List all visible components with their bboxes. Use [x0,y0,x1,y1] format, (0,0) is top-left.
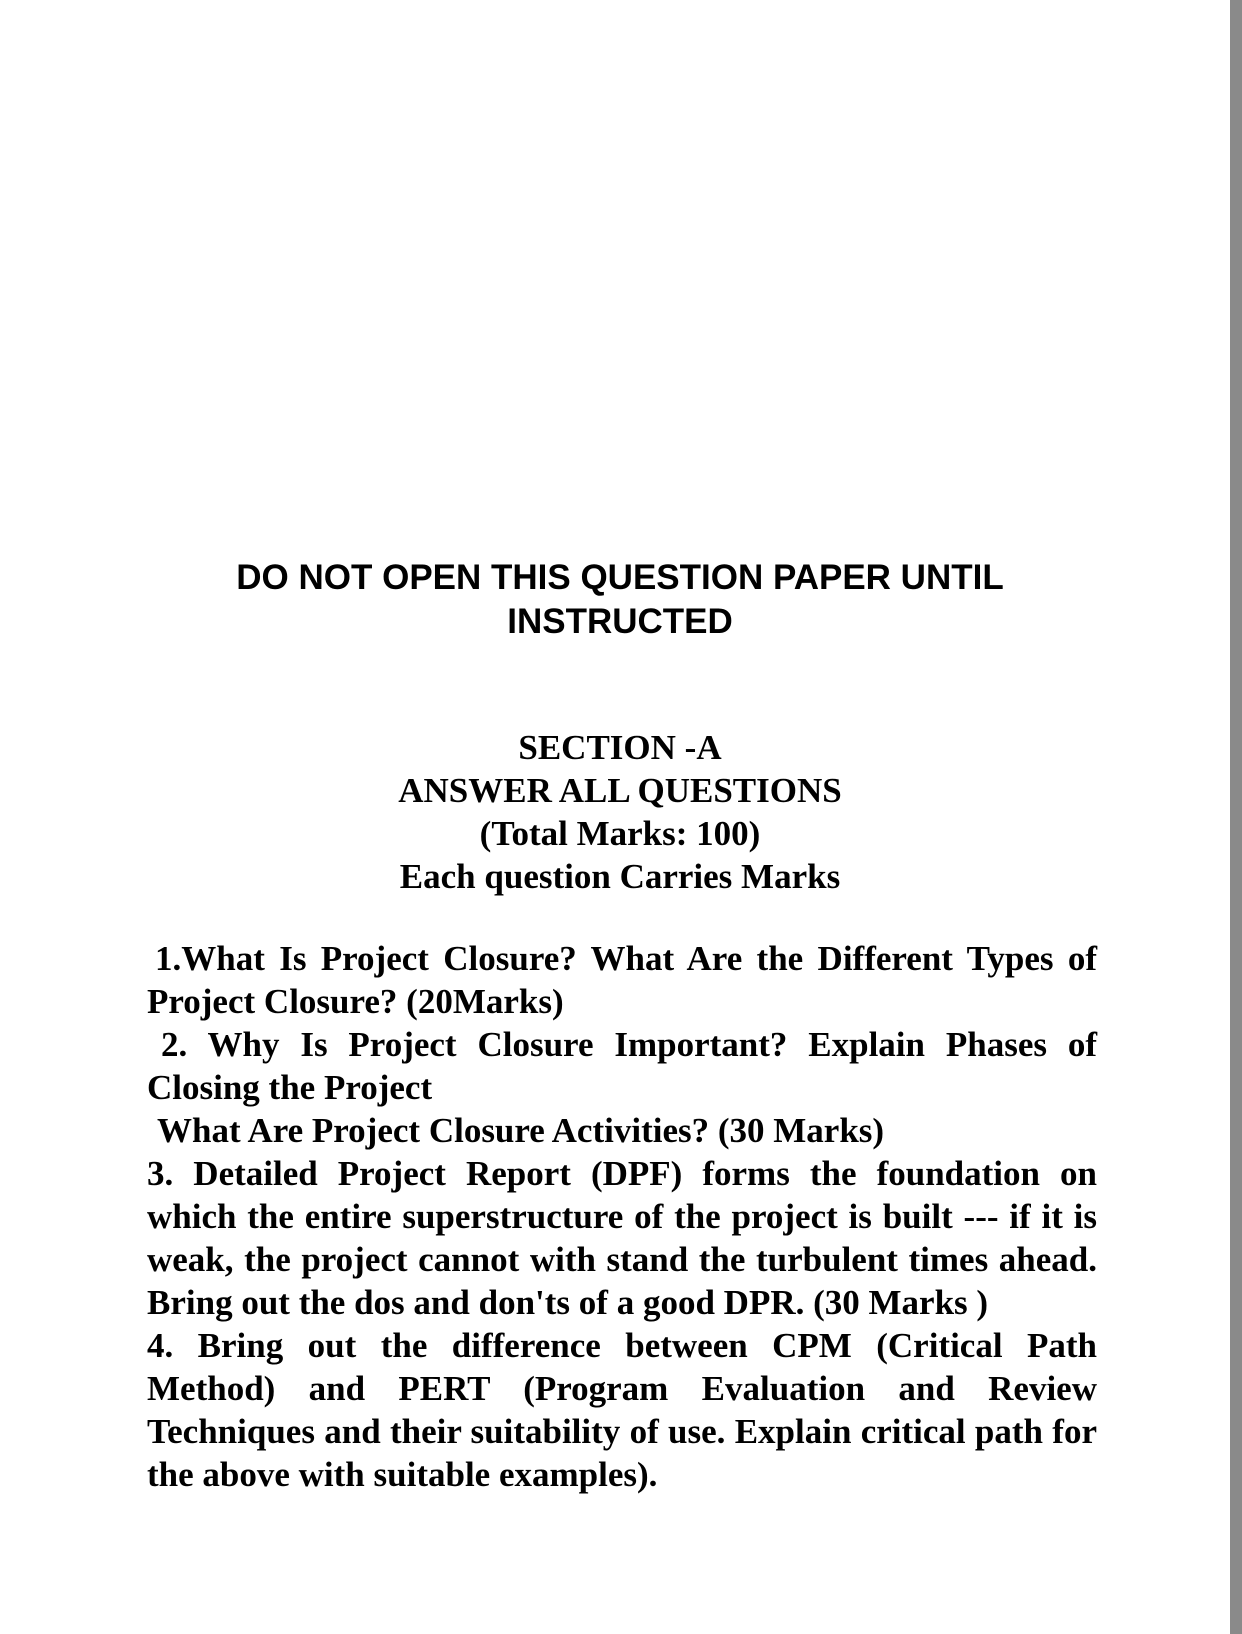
page-edge-shadow [1230,0,1242,1634]
question-4: 4. Bring out the difference between CPM (Critical Path Method) and PERT (Program Evaluation and Review Techniques and their suitability of use. Explain critical path for the above with suitable examples). [147,1326,1097,1494]
warning-line-2: INSTRUCTED [507,602,733,641]
do-not-open-warning [150,556,1090,644]
section-header [200,726,1040,898]
question-2-sub: What Are Project Closure Activities? (30 Marks) [157,1111,885,1150]
question-1: 1.What Is Project Closure? What Are the Different Types of Project Closure? (20Marks) [147,939,1097,1021]
total-marks: (Total Marks: 100) [479,814,761,853]
question-3: 3. Detailed Project Report (DPF) forms the foundation on which the entire superstructure of the project is built --- if it is weak, the project cannot with stand the turbulent times ahead. Bring out the dos and don'ts of a good DPR. (30 Marks ) [147,1154,1097,1322]
question-2: 2. Why Is Project Closure Important? Explain Phases of Closing the Project [147,1025,1097,1107]
each-question-marks: Each question Carries Marks [399,857,841,896]
question-list [147,937,1097,1496]
warning-line-1: DO NOT OPEN THIS QUESTION PAPER UNTIL [236,558,1004,597]
section-instruction: ANSWER ALL QUESTIONS [398,771,842,810]
section-title: SECTION -A [518,728,722,767]
